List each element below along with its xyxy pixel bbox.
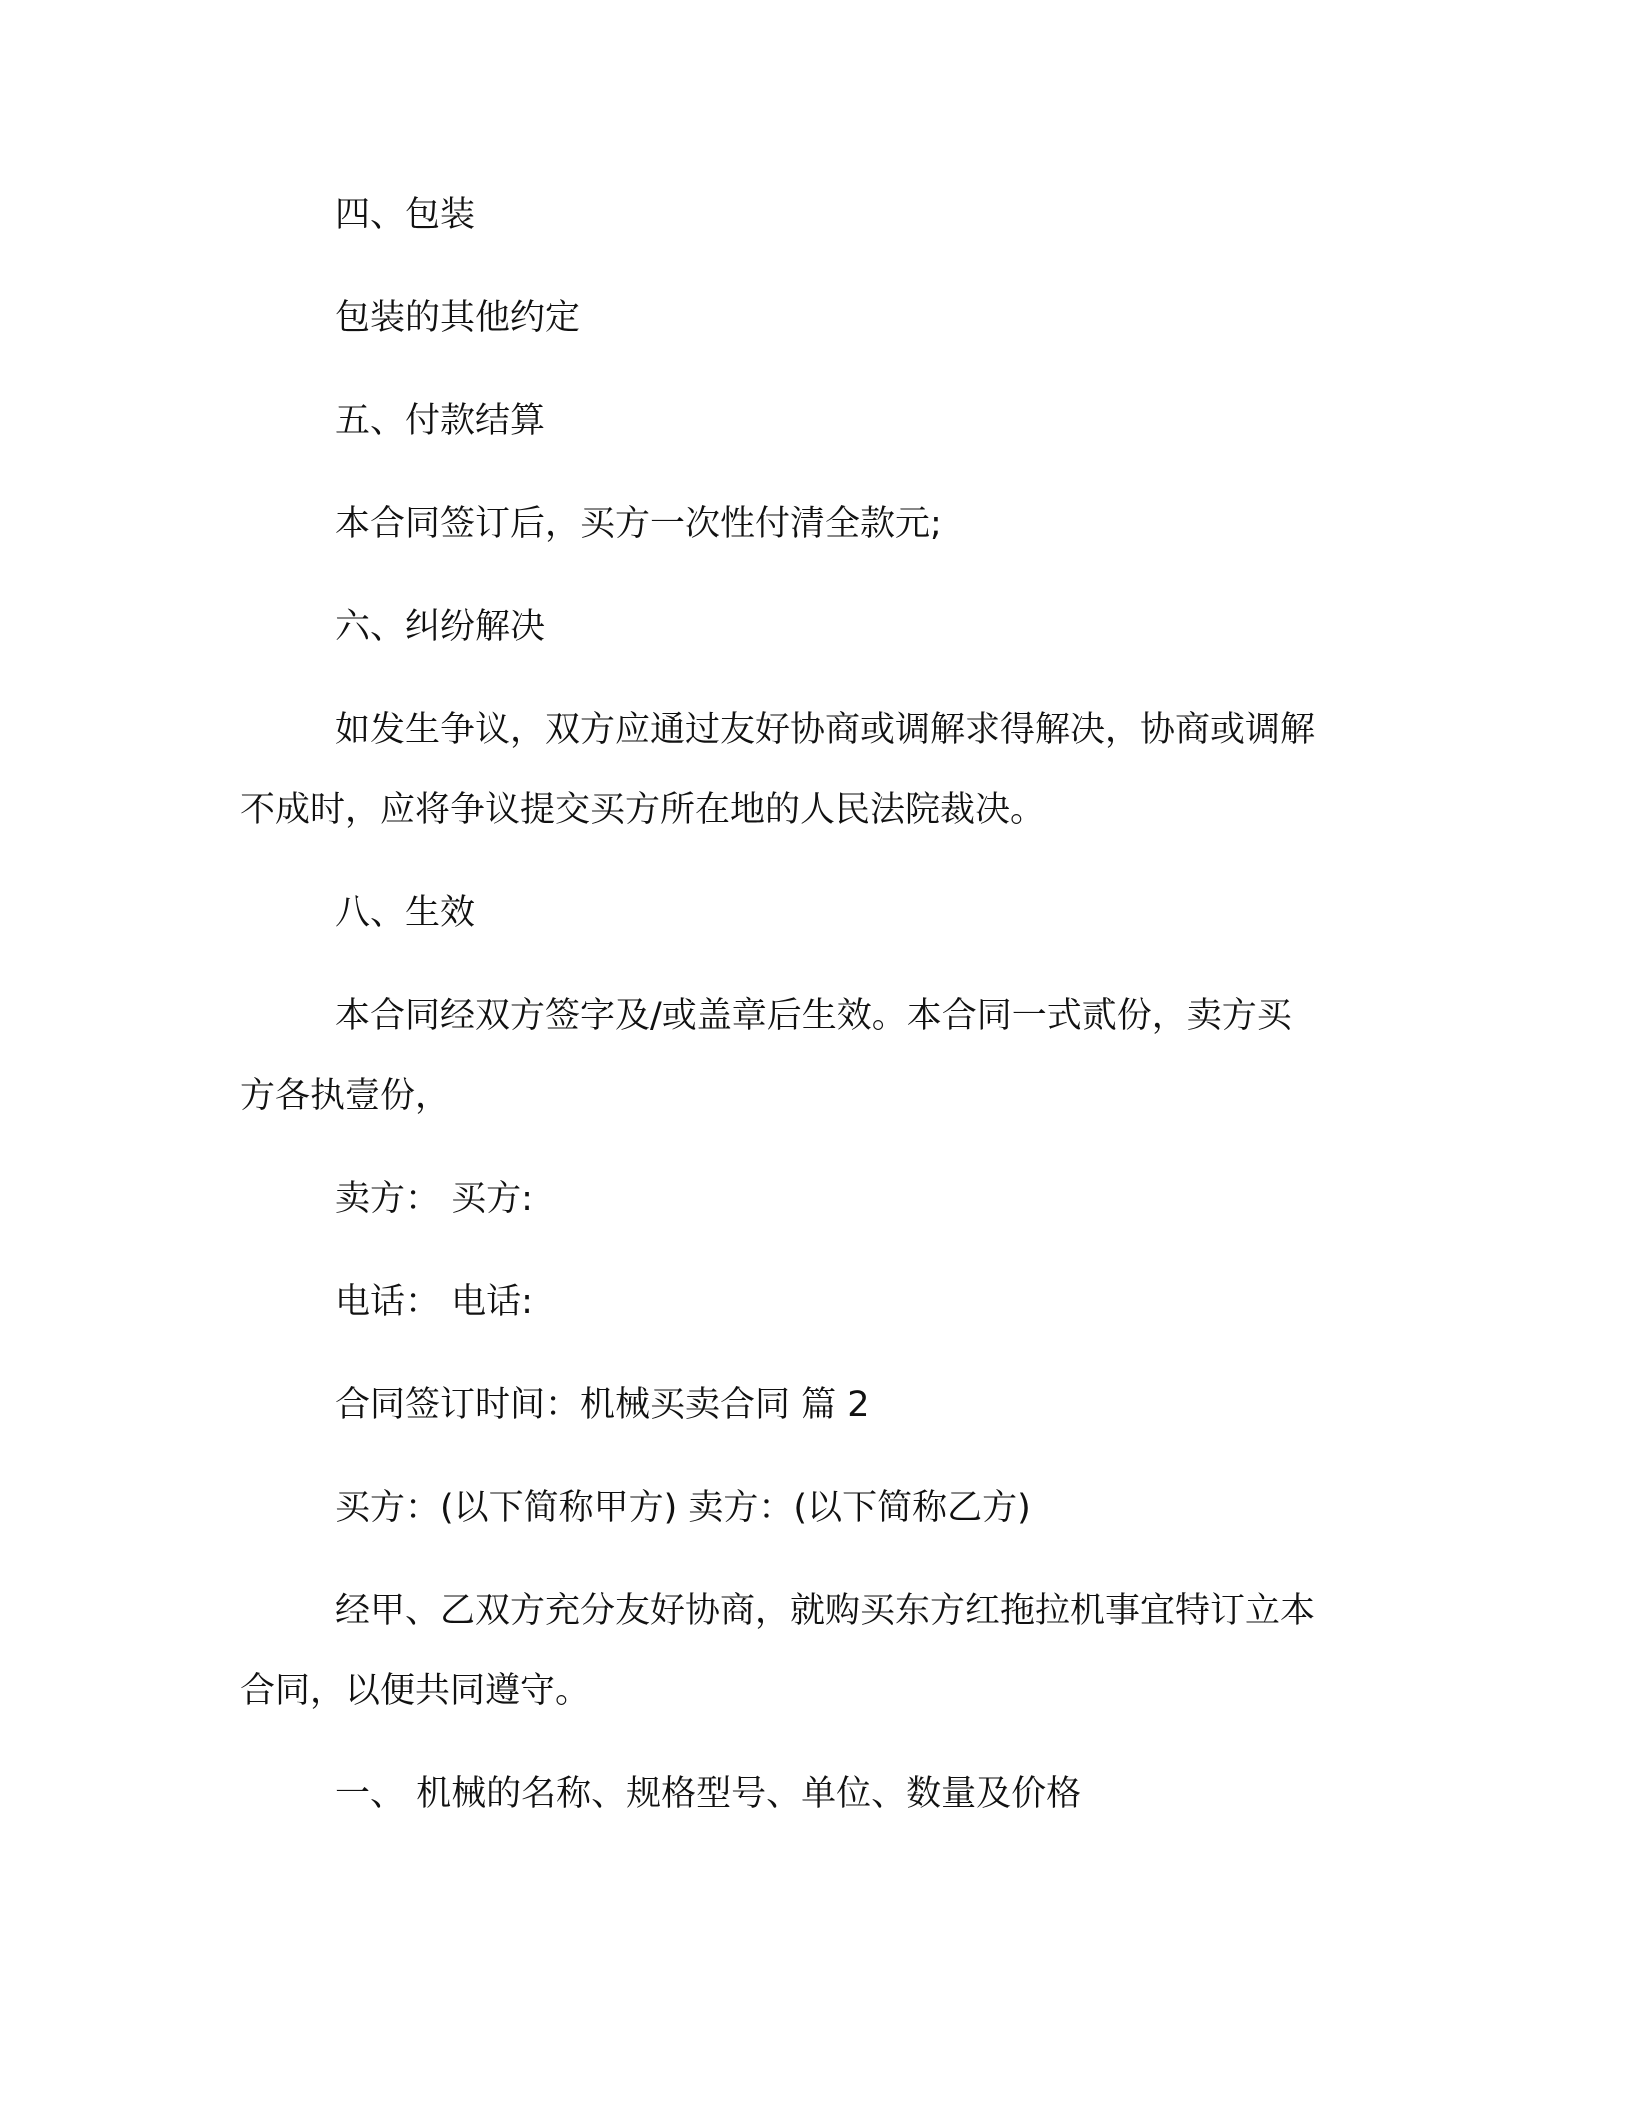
paragraph-intro-line2: 合同，以便共同遵守。 xyxy=(240,1671,591,1711)
paragraph-payment: 本合同签订后，买方一次性付清全款元; xyxy=(335,504,942,544)
section-heading-packaging: 四、包装 xyxy=(335,195,476,235)
section-heading-effective: 八、生效 xyxy=(335,893,476,933)
signature-phones: 电话： 电话: xyxy=(335,1282,533,1322)
section-heading-machinery: 一、 机械的名称、规格型号、单位、数量及价格 xyxy=(335,1774,1082,1814)
signing-date-title: 合同签订时间：机械买卖合同 篇 2 xyxy=(335,1385,870,1425)
paragraph-effective-line2: 方各执壹份， xyxy=(240,1076,451,1116)
signature-parties: 卖方： 买方: xyxy=(335,1179,533,1219)
paragraph-dispute-line1: 如发生争议，双方应通过友好协商或调解求得解决，协商或调解 xyxy=(335,710,1316,750)
parties-definition: 买方：(以下简称甲方) 卖方：(以下简称乙方) xyxy=(335,1488,1031,1528)
paragraph-effective-line1: 本合同经双方签字及/或盖章后生效。本合同一式贰份，卖方买 xyxy=(335,996,1292,1036)
section-heading-payment: 五、付款结算 xyxy=(335,401,546,441)
paragraph-intro-line1: 经甲、乙双方充分友好协商，就购买东方红拖拉机事宜特订立本 xyxy=(335,1591,1316,1631)
paragraph-dispute-line2: 不成时，应将争议提交买方所在地的人民法院裁决。 xyxy=(240,790,1046,830)
paragraph-packaging-other: 包装的其他约定 xyxy=(335,298,581,338)
section-heading-dispute: 六、纠纷解决 xyxy=(335,607,546,647)
